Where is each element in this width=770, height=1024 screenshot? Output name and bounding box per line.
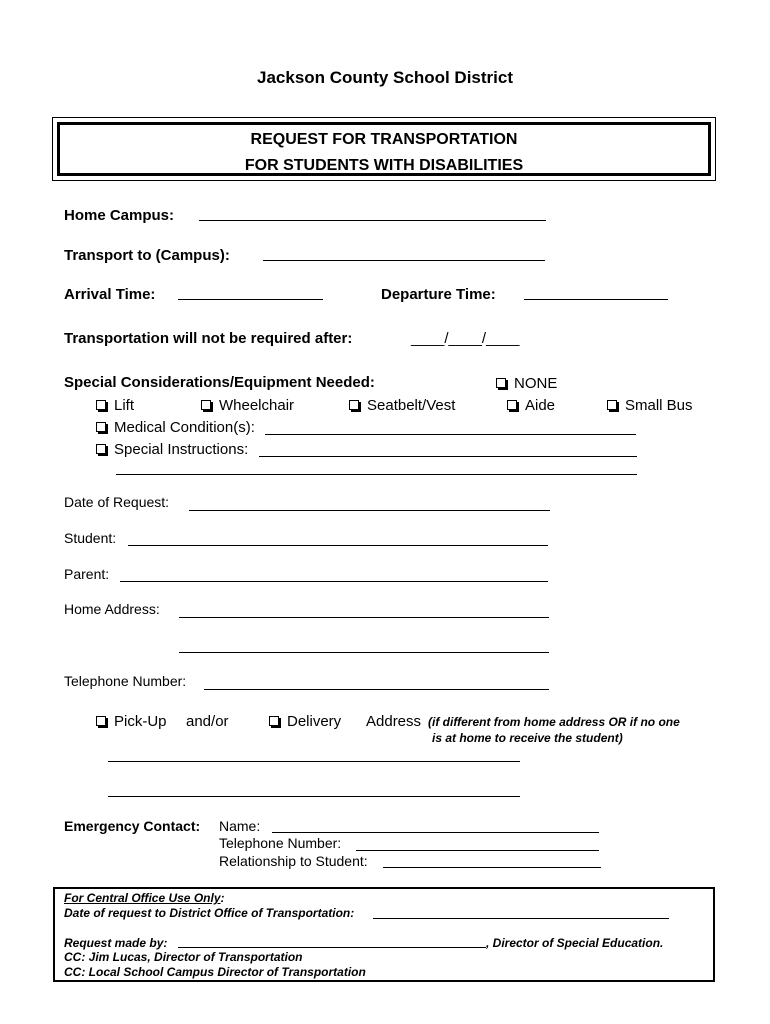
departure-time-field[interactable]: [524, 299, 668, 300]
title-frame: [57, 122, 711, 176]
address-note-line2: is at home to receive the student): [432, 731, 623, 745]
option-delivery[interactable]: Delivery: [269, 713, 341, 730]
director-special-ed: , Director of Special Education.: [486, 936, 664, 950]
option-seatbelt[interactable]: Seatbelt/Vest: [349, 397, 455, 414]
not-required-date-field[interactable]: ____/____/____: [411, 330, 520, 347]
date-of-request-label: Date of Request:: [64, 494, 170, 510]
option-medical[interactable]: Medical Condition(s):: [96, 419, 255, 436]
not-required-label: Transportation will not be required after:: [64, 330, 353, 347]
emergency-relationship-field[interactable]: [383, 867, 601, 868]
office-heading: [64, 891, 225, 905]
office-heading-text: For Central Office Use Only: [64, 891, 221, 905]
instructions-field-2[interactable]: [116, 474, 637, 475]
small-bus-checkbox[interactable]: [607, 400, 617, 410]
alt-address-field[interactable]: [108, 761, 520, 762]
delivery-checkbox[interactable]: [269, 716, 279, 726]
student-label: Student:: [64, 530, 117, 546]
andor-text: and/or: [186, 713, 229, 730]
option-special-instructions[interactable]: Special Instructions:: [96, 441, 248, 458]
alt-address-field-2[interactable]: [108, 796, 520, 797]
instructions-field[interactable]: [259, 456, 637, 457]
home-campus-label: Home Campus:: [64, 207, 175, 224]
home-address-field-2[interactable]: [179, 652, 549, 653]
departure-time-label: Departure Time:: [381, 286, 496, 303]
title-box: [52, 117, 716, 181]
seatbelt-checkbox[interactable]: [349, 400, 359, 410]
home-address-label: Home Address:: [64, 601, 160, 617]
parent-field[interactable]: [120, 581, 548, 582]
telephone-label: Telephone Number:: [64, 673, 187, 689]
instructions-checkbox[interactable]: [96, 444, 106, 454]
office-date-field[interactable]: [373, 918, 669, 919]
pickup-checkbox[interactable]: [96, 716, 106, 726]
emergency-name-field[interactable]: [272, 832, 599, 833]
transport-to-label: Transport to (Campus):: [64, 247, 230, 264]
none-checkbox[interactable]: [496, 378, 506, 388]
student-field[interactable]: [128, 545, 548, 546]
telephone-field[interactable]: [204, 689, 549, 690]
option-aide[interactable]: Aide: [507, 397, 555, 414]
address-text: Address: [366, 713, 422, 730]
request-made-by-label: Request made by:: [64, 936, 168, 950]
medical-checkbox[interactable]: [96, 422, 106, 432]
cc-jim-lucas: CC: Jim Lucas, Director of Transportation: [64, 950, 303, 964]
home-campus-field[interactable]: [199, 220, 546, 221]
medical-field[interactable]: [265, 434, 636, 435]
home-address-field[interactable]: [179, 617, 549, 618]
emergency-relationship-label: Relationship to Student:: [219, 853, 368, 869]
request-made-by-field[interactable]: [178, 947, 486, 948]
option-pickup[interactable]: Pick-Up: [96, 713, 167, 730]
emergency-phone-field[interactable]: [356, 850, 599, 851]
date-of-request-field[interactable]: [189, 510, 550, 511]
office-heading-colon: :: [220, 891, 225, 905]
emergency-phone-label: Telephone Number:: [219, 835, 342, 851]
form-title-line1: REQUEST FOR TRANSPORTATION: [250, 131, 518, 148]
cc-local-campus: CC: Local School Campus Director of Transportation: [64, 965, 366, 979]
transport-to-field[interactable]: [263, 260, 545, 261]
arrival-time-field[interactable]: [178, 299, 323, 300]
form-title-line2: FOR STUDENTS WITH DISABILITIES: [244, 157, 524, 174]
option-lift[interactable]: Lift: [96, 397, 134, 414]
aide-checkbox[interactable]: [507, 400, 517, 410]
emergency-contact-label: Emergency Contact:: [64, 818, 201, 834]
district-name: Jackson County School District: [257, 68, 513, 87]
lift-checkbox[interactable]: [96, 400, 106, 410]
option-wheelchair[interactable]: Wheelchair: [201, 397, 294, 414]
option-none[interactable]: NONE: [496, 375, 557, 392]
wheelchair-checkbox[interactable]: [201, 400, 211, 410]
address-note-line1: (if different from home address OR if no one: [428, 715, 680, 729]
special-considerations-heading: Special Considerations/Equipment Needed:: [64, 374, 375, 391]
option-small-bus[interactable]: Small Bus: [607, 397, 693, 414]
arrival-time-label: Arrival Time:: [64, 286, 156, 303]
parent-label: Parent:: [64, 566, 110, 582]
emergency-name-label: Name:: [219, 818, 261, 834]
office-date-label: Date of request to District Office of Transportation:: [64, 906, 355, 920]
